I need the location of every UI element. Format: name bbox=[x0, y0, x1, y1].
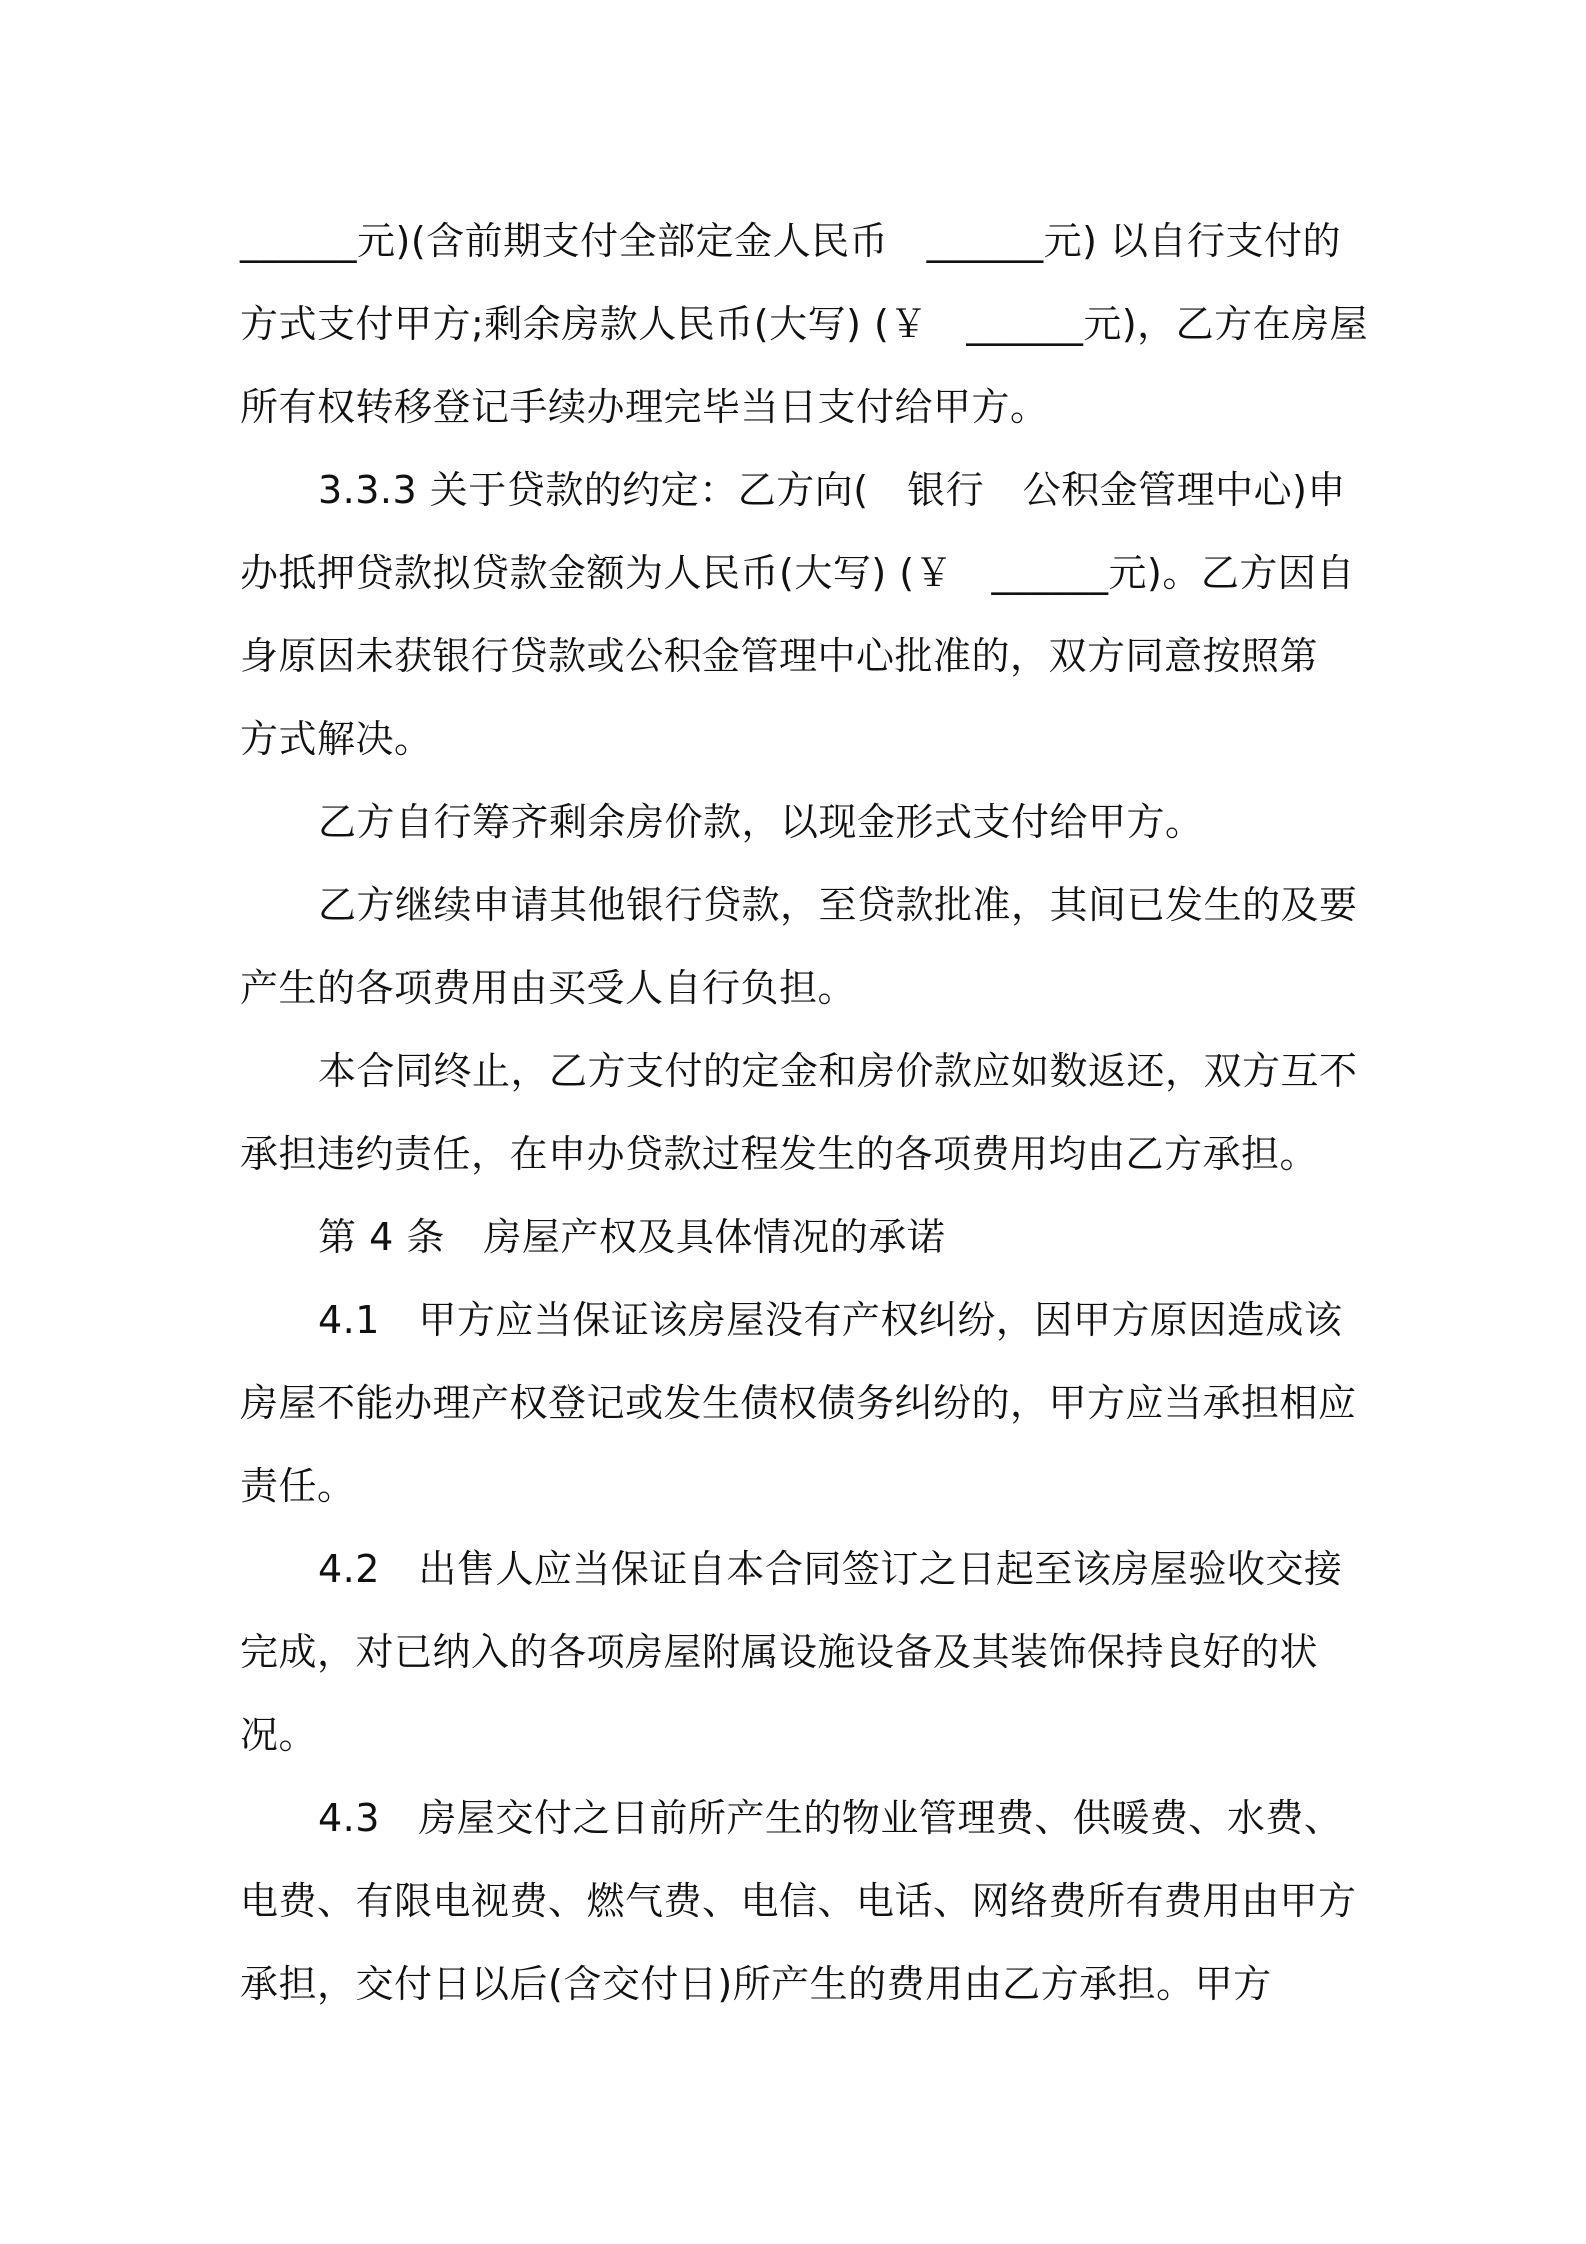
paragraph-option-cash: 乙方自行筹齐剩余房价款，以现金形式支付给甲方。 bbox=[318, 800, 1204, 844]
paragraph-option-other-bank: 乙方继续申请其他银行贷款，至贷款批准，其间已发生的及要产生的各项费用由买受人自行负担。 bbox=[240, 883, 1358, 1010]
paragraph-clause-4-1: 4.1 甲方应当保证该房屋没有产权纠纷，因甲方原因造成该房屋不能办理产权登记或发生债权债务纠纷的，甲方应当承担相应责任。 bbox=[240, 1298, 1357, 1508]
paragraph-option-terminate: 本合同终止，乙方支付的定金和房价款应如数返还，双方互不承担违约责任，在申办贷款过程发生的各项费用均由乙方承担。 bbox=[240, 1049, 1358, 1176]
paragraph-clause-3-3-3: 3.3.3 关于贷款的约定：乙方向( 银行 公积金管理中心)申办抵押贷款拟贷款金额为人民币(大写) (￥ ______元)。乙方因自身原因未获银行贷款或公积金管理中心批准的，双方同意按照第 方式解决。 bbox=[240, 468, 1357, 761]
document-body bbox=[240, 200, 1370, 2026]
section-heading-article-4: 第 4 条 房屋产权及具体情况的承诺 bbox=[318, 1215, 946, 1259]
paragraph-payment-remainder: ______元)(含前期支付全部定金人民币 ______元) 以自行支付的方式支付甲方;剩余房款人民币(大写) (￥ ______元)，乙方在房屋所有权转移登记手续办理完毕当日支付给甲方。 bbox=[240, 219, 1369, 429]
paragraph-clause-4-3: 4.3 房屋交付之日前所产生的物业管理费、供暖费、水费、电费、有限电视费、燃气费、电信、电话、网络费所有费用由甲方承担，交付日以后(含交付日)所产生的费用由乙方承担。甲方 bbox=[240, 1796, 1357, 2006]
paragraph-clause-4-2: 4.2 出售人应当保证自本合同签订之日起至该房屋验收交接完成，对已纳入的各项房屋附属设施设备及其装饰保持良好的状况。 bbox=[240, 1547, 1343, 1757]
